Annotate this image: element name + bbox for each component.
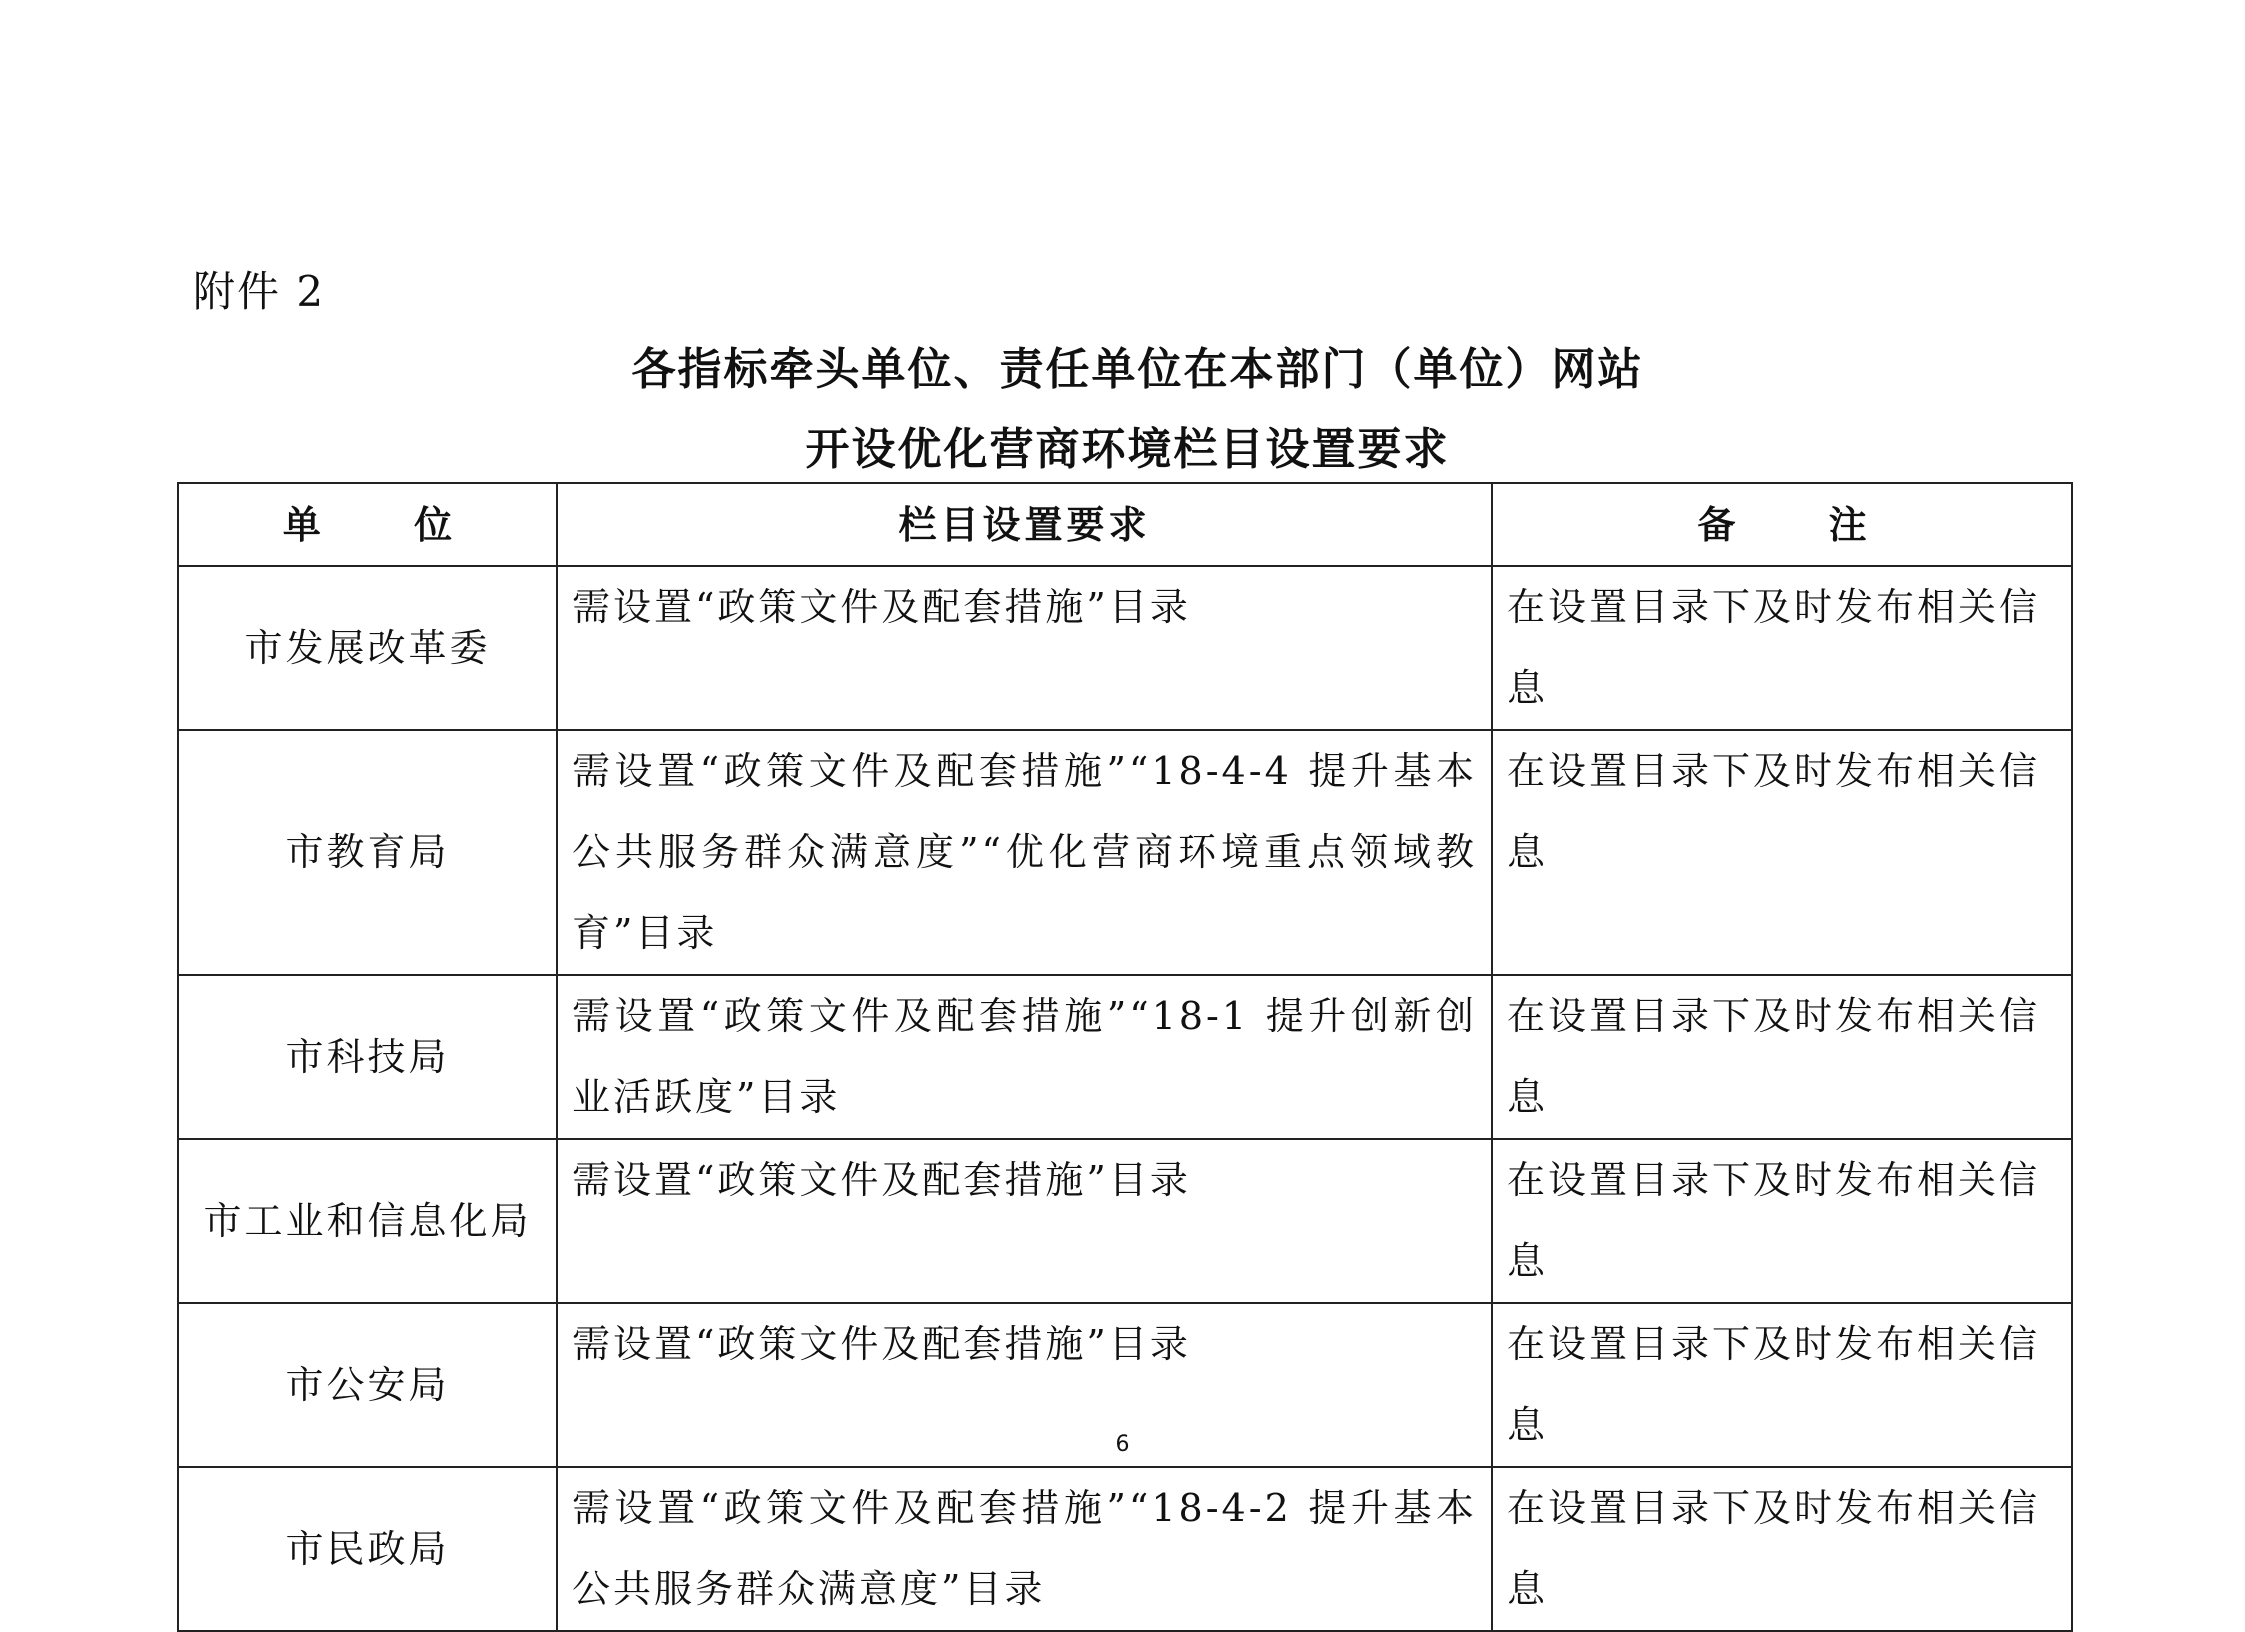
unit-cell: 市工业和信息化局 [178, 1139, 557, 1303]
unit-cell: 市教育局 [178, 730, 557, 975]
attachment-label: 附件 2 [193, 267, 326, 316]
requirement-cell: 需设置“政策文件及配套措施”“18-1 提升创新创业活跃度”目录 [557, 975, 1492, 1139]
unit-cell: 市科技局 [178, 975, 557, 1139]
requirement-cell: 需设置“政策文件及配套措施”“18-4-4 提升基本公共服务群众满意度”“优化营商环境重点领域教育”目录 [557, 730, 1492, 975]
unit-cell: 市民政局 [178, 1467, 557, 1631]
note-cell: 在设置目录下及时发布相关信息 [1492, 975, 2072, 1139]
header-note: 备 注 [1492, 483, 2072, 566]
table-row [178, 975, 2072, 1139]
note-cell: 在设置目录下及时发布相关信息 [1492, 730, 2072, 975]
header-requirement: 栏目设置要求 [557, 483, 1492, 566]
table-row [178, 566, 2072, 730]
document-title-line-2: 开设优化营商环境栏目设置要求 [805, 424, 1450, 475]
unit-cell: 市公安局 [178, 1303, 557, 1467]
note-cell: 在设置目录下及时发布相关信息 [1492, 1467, 2072, 1631]
table-row [178, 1467, 2072, 1631]
table-row [178, 1139, 2072, 1303]
page-number: 6 [1115, 1432, 1130, 1457]
requirement-cell: 需设置“政策文件及配套措施”目录 [557, 566, 1492, 730]
table-header-row [178, 483, 2072, 566]
note-cell: 在设置目录下及时发布相关信息 [1492, 1303, 2072, 1467]
note-cell: 在设置目录下及时发布相关信息 [1492, 1139, 2072, 1303]
requirement-cell: 需设置“政策文件及配套措施”目录 [557, 1303, 1492, 1467]
unit-cell: 市发展改革委 [178, 566, 557, 730]
note-cell: 在设置目录下及时发布相关信息 [1492, 566, 2072, 730]
requirement-cell: 需设置“政策文件及配套措施”“18-4-2 提升基本公共服务群众满意度”目录 [557, 1467, 1492, 1631]
document-title-line-1: 各指标牵头单位、责任单位在本部门（单位）网站 [631, 344, 1644, 395]
header-unit: 单 位 [178, 483, 557, 566]
requirement-cell: 需设置“政策文件及配套措施”目录 [557, 1139, 1492, 1303]
table-row [178, 730, 2072, 975]
